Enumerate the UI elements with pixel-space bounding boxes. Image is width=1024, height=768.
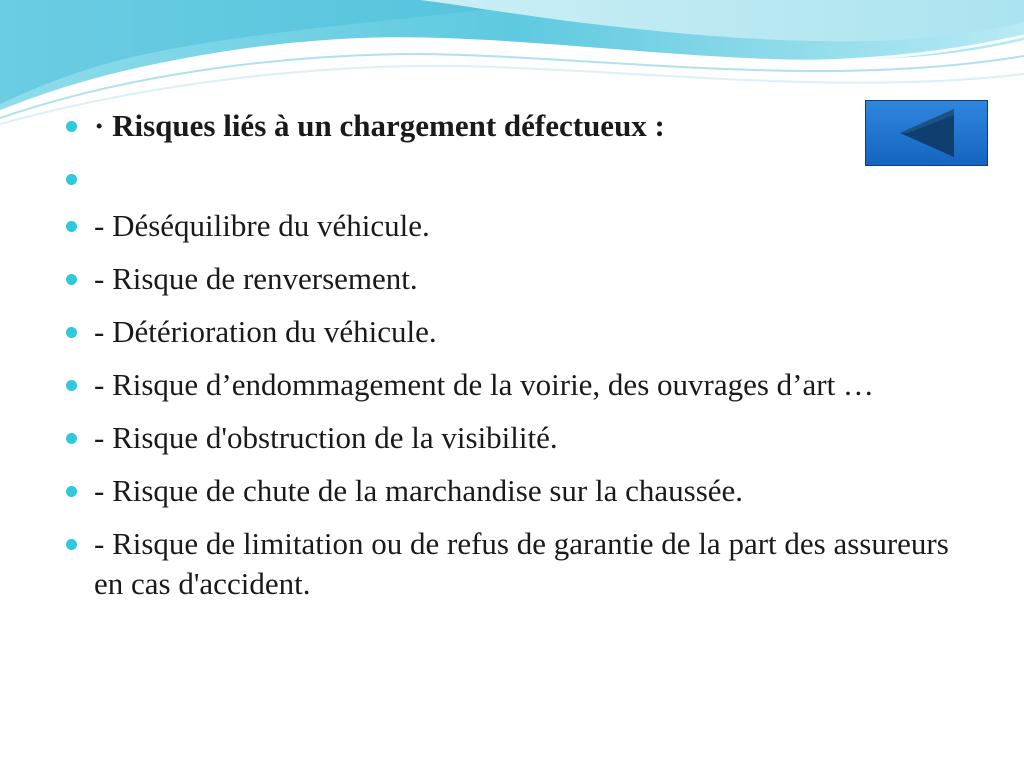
bullet-dot [66, 174, 77, 185]
bullet-dot [66, 433, 77, 444]
bullet-heading [60, 106, 970, 146]
bullet-dot [66, 221, 77, 232]
back-arrow-icon [866, 101, 987, 165]
bullet-text: - Détérioration du véhicule. [94, 314, 437, 349]
bullet-dot [66, 380, 77, 391]
bullet-list [60, 106, 970, 617]
bullet-dot [66, 274, 77, 285]
back-button[interactable] [865, 100, 988, 166]
bullet-item [60, 365, 970, 405]
bullet-dot [66, 486, 77, 497]
bullet-item [60, 524, 970, 604]
bullet-item [60, 312, 970, 352]
bullet-empty [60, 159, 970, 199]
bullet-item [60, 471, 970, 511]
bullet-dot [66, 327, 77, 338]
bullet-text: · Risques liés à un chargement défectueux : [94, 108, 665, 143]
bullet-item [60, 259, 970, 299]
bullet-text: - Risque de chute de la marchandise sur la chaussée. [94, 473, 744, 508]
bullet-item [60, 206, 970, 246]
bullet-text: - Risque de limitation ou de refus de garantie de la part des assureurs en cas d'accident. [94, 526, 949, 601]
bullet-text: - Risque d’endommagement de la voirie, des ouvrages d’art … [94, 367, 874, 402]
bullet-dot [66, 121, 77, 132]
bullet-text: - Déséquilibre du véhicule. [94, 208, 430, 243]
bullet-dot [66, 539, 77, 550]
bullet-text: - Risque d'obstruction de la visibilité. [94, 420, 558, 455]
bullet-text: - Risque de renversement. [94, 261, 418, 296]
bullet-item [60, 418, 970, 458]
